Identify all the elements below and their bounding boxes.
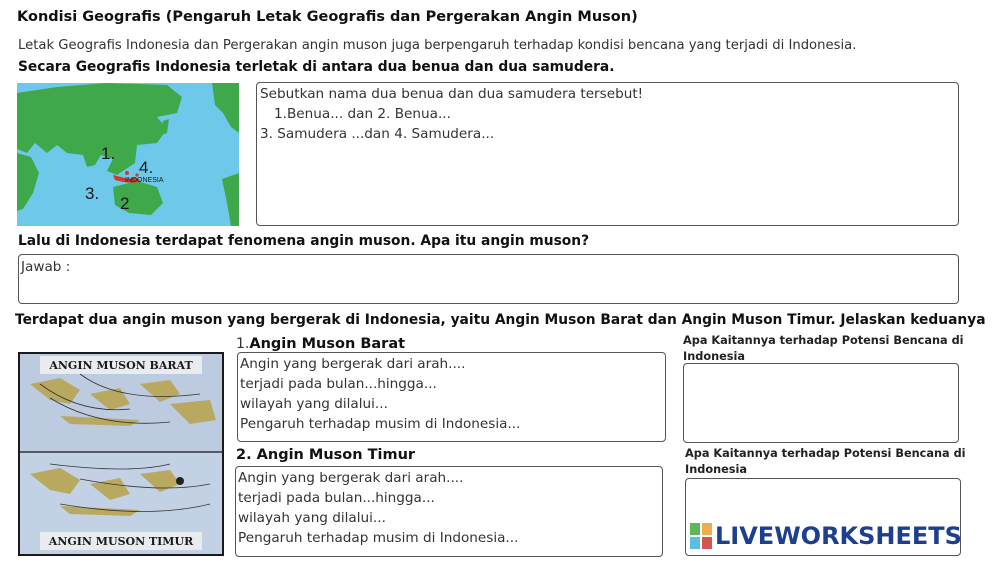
- timur-line-2: terjadi pada bulan...hingga...: [238, 490, 435, 506]
- monsoon-maps-graphic: [20, 354, 222, 554]
- intro-text: Letak Geografis Indonesia dan Pergerakan angin muson juga berpengaruh terhadap kondisi bencana yang terjadi di Indonesia.: [18, 38, 857, 53]
- monsoon-label-timur: ANGIN MUSON TIMUR: [48, 535, 194, 548]
- barat-number: 1.: [236, 336, 250, 352]
- map-label-1: 1.: [101, 144, 116, 163]
- question2-heading: Lalu di Indonesia terdapat fenomena angin muson. Apa itu angin muson?: [18, 233, 590, 249]
- question1-line-samudera: 3. Samudera ...dan 4. Samudera...: [260, 126, 495, 142]
- map-label-3: 3.: [85, 184, 100, 203]
- barat-side-heading: Apa Kaitannya terhadap Potensi Bencana di Indonesia: [683, 334, 964, 363]
- question3-heading: Terdapat dua angin muson yang bergerak di Indonesia, yaitu Angin Muson Barat dan Angin Muson Timur. Jelaskan keduanya: [15, 312, 986, 328]
- barat-line-2: terjadi pada bulan...hingga...: [240, 376, 437, 392]
- liveworksheets-logo-text: LIVEWORKSHEETS: [715, 522, 962, 550]
- timur-line-1: Angin yang bergerak dari arah....: [238, 470, 464, 486]
- barat-line-3: wilayah yang dilalui...: [240, 396, 388, 412]
- timur-title: 2. Angin Muson Timur: [236, 447, 416, 463]
- timur-answer-box[interactable]: [235, 466, 663, 557]
- question1-prompt: Sebutkan nama dua benua dan dua samudera tersebut!: [260, 86, 644, 102]
- map-label-4: 4.: [139, 158, 154, 177]
- question2-answer-box[interactable]: [18, 254, 959, 304]
- timur-line-3: wilayah yang dilalui...: [238, 510, 386, 526]
- question1-answer-box[interactable]: [256, 82, 959, 226]
- barat-side-answer-box[interactable]: [683, 363, 959, 443]
- timur-side-heading: Apa Kaitannya terhadap Potensi Bencana di Indonesia: [685, 447, 966, 476]
- map-label-2: 2: [120, 194, 130, 213]
- subtitle: Secara Geografis Indonesia terletak di antara dua benua dan dua samudera.: [18, 59, 615, 75]
- barat-title: [236, 333, 405, 352]
- world-map-image: [17, 83, 239, 226]
- liveworksheets-logo-icon: [690, 523, 712, 549]
- page-title: Kondisi Geografis (Pengaruh Letak Geografis dan Pergerakan Angin Muson): [17, 9, 638, 25]
- question1-line-benua: 1.Benua... dan 2. Benua...: [274, 106, 451, 122]
- barat-line-1: Angin yang bergerak dari arah....: [240, 356, 466, 372]
- map-label-indonesia: INDONESIA: [125, 177, 164, 184]
- monsoon-label-barat: ANGIN MUSON BARAT: [49, 359, 193, 372]
- monsoon-maps-image: [18, 352, 224, 556]
- question2-answer-label: Jawab :: [21, 259, 71, 275]
- barat-answer-box[interactable]: [237, 352, 666, 442]
- timur-line-4: Pengaruh terhadap musim di Indonesia...: [238, 530, 519, 546]
- barat-title-text: Angin Muson Barat: [249, 336, 406, 352]
- liveworksheets-logo: [690, 522, 962, 550]
- world-map-graphic: [17, 83, 239, 226]
- barat-line-4: Pengaruh terhadap musim di Indonesia...: [240, 416, 521, 432]
